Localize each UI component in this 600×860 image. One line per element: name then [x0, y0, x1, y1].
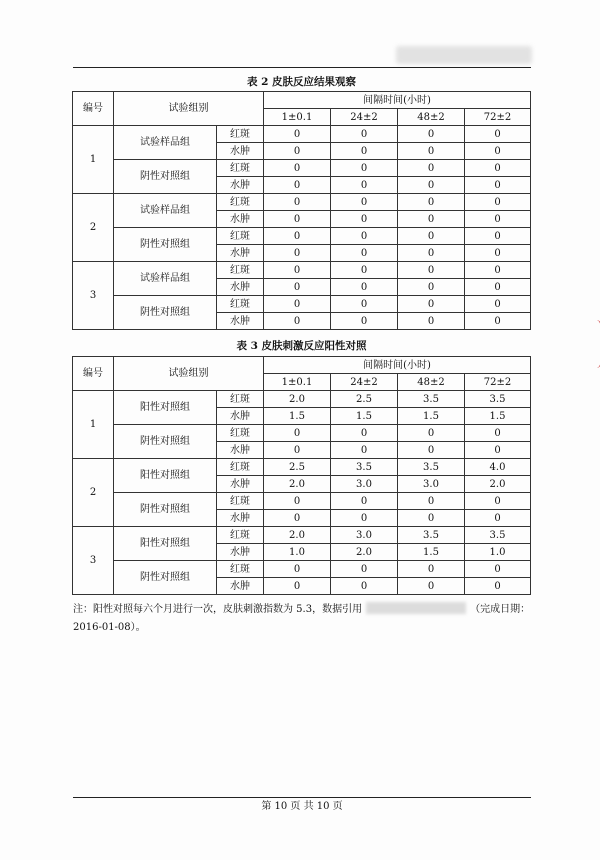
reaction-type: 水肿 [217, 408, 264, 425]
redacted-reference [366, 602, 466, 614]
score-cell: 0 [264, 143, 331, 160]
reaction-type: 红斑 [217, 391, 264, 408]
reaction-type: 水肿 [217, 177, 264, 194]
footer-rule [73, 797, 531, 798]
score-cell: 0 [331, 279, 398, 296]
header-interval: 间隔时间(小时) [264, 92, 531, 109]
score-cell: 2.5 [331, 391, 398, 408]
score-cell: 3.5 [398, 527, 465, 544]
header-time: 1±0.1 [264, 109, 331, 126]
score-cell: 0 [398, 510, 465, 527]
header-number: 编号 [73, 92, 114, 126]
header-group: 试验组别 [114, 357, 264, 391]
score-cell: 0 [398, 211, 465, 228]
subgroup-name: 阴性对照组 [114, 160, 217, 194]
page-number: 第 10 页 共 10 页 [261, 801, 343, 812]
score-cell: 0 [264, 510, 331, 527]
score-cell: 0 [264, 296, 331, 313]
score-cell: 0 [331, 561, 398, 578]
score-cell: 0 [398, 262, 465, 279]
reaction-type: 红斑 [217, 527, 264, 544]
subgroup-name: 试验样品组 [114, 262, 217, 296]
reaction-type: 红斑 [217, 296, 264, 313]
score-cell: 0 [331, 160, 398, 177]
table-row [73, 425, 531, 442]
score-cell: 1.0 [465, 544, 531, 561]
score-cell: 0 [398, 194, 465, 211]
score-cell: 0 [398, 425, 465, 442]
table-row [73, 493, 531, 510]
table-row [73, 459, 531, 476]
score-cell: 0 [465, 262, 531, 279]
score-cell: 0 [331, 245, 398, 262]
reaction-type: 红斑 [217, 228, 264, 245]
score-cell: 3.0 [331, 527, 398, 544]
score-cell: 0 [264, 442, 331, 459]
score-cell: 0 [331, 126, 398, 143]
reaction-type: 水肿 [217, 245, 264, 262]
group-number: 3 [73, 262, 114, 330]
red-binding-mark [589, 320, 600, 368]
reaction-type: 水肿 [217, 143, 264, 160]
score-cell: 0 [264, 177, 331, 194]
reaction-type: 红斑 [217, 126, 264, 143]
score-cell: 0 [398, 245, 465, 262]
score-cell: 0 [465, 510, 531, 527]
table-row [73, 126, 531, 143]
table-row [73, 391, 531, 408]
score-cell: 2.0 [331, 544, 398, 561]
subgroup-name: 阳性对照组 [114, 527, 217, 561]
score-cell: 0 [264, 228, 331, 245]
reaction-type: 水肿 [217, 578, 264, 595]
reaction-type: 水肿 [217, 279, 264, 296]
header-time: 48±2 [398, 109, 465, 126]
subgroup-name: 试验样品组 [114, 194, 217, 228]
score-cell: 0 [331, 578, 398, 595]
score-cell: 0 [465, 194, 531, 211]
score-cell: 0 [264, 194, 331, 211]
reaction-type: 红斑 [217, 561, 264, 578]
score-cell: 0 [398, 279, 465, 296]
score-cell: 0 [264, 279, 331, 296]
score-cell: 0 [465, 160, 531, 177]
group-number: 2 [73, 459, 114, 527]
table-row [73, 296, 531, 313]
score-cell: 4.0 [465, 459, 531, 476]
reaction-type: 红斑 [217, 459, 264, 476]
score-cell: 0 [398, 126, 465, 143]
score-cell: 0 [398, 143, 465, 160]
score-cell: 0 [331, 143, 398, 160]
score-cell: 0 [465, 126, 531, 143]
score-cell: 1.5 [331, 408, 398, 425]
score-cell: 0 [331, 296, 398, 313]
score-cell: 0 [331, 262, 398, 279]
score-cell: 0 [264, 126, 331, 143]
score-cell: 0 [264, 245, 331, 262]
reaction-type: 水肿 [217, 313, 264, 330]
score-cell: 0 [398, 160, 465, 177]
subgroup-name: 阴性对照组 [114, 425, 217, 459]
score-cell: 0 [331, 425, 398, 442]
footnote-text-1: 注：阳性对照每六个月进行一次，皮肤刺激指数为 5.3，数据引用 [73, 604, 363, 615]
subgroup-name: 阳性对照组 [114, 459, 217, 493]
table3-caption: 表 3 皮肤刺激反应阳性对照 [236, 340, 367, 352]
score-cell: 0 [465, 177, 531, 194]
table3-positive-control [72, 356, 531, 595]
score-cell: 0 [465, 228, 531, 245]
subgroup-name: 阴性对照组 [114, 228, 217, 262]
score-cell: 3.0 [398, 476, 465, 493]
table2-caption: 表 2 皮肤反应结果观察 [246, 76, 357, 88]
score-cell: 0 [398, 296, 465, 313]
subgroup-name: 阴性对照组 [114, 561, 217, 595]
table-row [73, 160, 531, 177]
reaction-type: 红斑 [217, 160, 264, 177]
header-rule [73, 67, 531, 68]
reaction-type: 水肿 [217, 510, 264, 527]
header-time: 24±2 [331, 374, 398, 391]
footnote [73, 601, 533, 637]
score-cell: 0 [465, 245, 531, 262]
table-row [73, 194, 531, 211]
header-group: 试验组别 [114, 92, 264, 126]
score-cell: 0 [398, 177, 465, 194]
score-cell: 0 [331, 493, 398, 510]
subgroup-name: 阴性对照组 [114, 493, 217, 527]
score-cell: 1.0 [264, 544, 331, 561]
score-cell: 2.0 [264, 527, 331, 544]
score-cell: 0 [465, 442, 531, 459]
group-number: 2 [73, 194, 114, 262]
group-number: 1 [73, 126, 114, 194]
reaction-type: 水肿 [217, 544, 264, 561]
score-cell: 3.5 [465, 527, 531, 544]
score-cell: 0 [264, 160, 331, 177]
header-time: 1±0.1 [264, 374, 331, 391]
table-row [73, 228, 531, 245]
score-cell: 0 [264, 211, 331, 228]
redacted-header-stamp [396, 46, 532, 64]
reaction-type: 红斑 [217, 493, 264, 510]
score-cell: 0 [264, 493, 331, 510]
footnote-text-3: 2016-01-08）。 [73, 622, 146, 633]
score-cell: 0 [398, 493, 465, 510]
table-row [73, 561, 531, 578]
score-cell: 0 [264, 561, 331, 578]
score-cell: 0 [331, 313, 398, 330]
score-cell: 0 [331, 228, 398, 245]
score-cell: 3.5 [331, 459, 398, 476]
subgroup-name: 阴性对照组 [114, 296, 217, 330]
score-cell: 3.5 [398, 391, 465, 408]
score-cell: 0 [465, 578, 531, 595]
score-cell: 0 [465, 493, 531, 510]
score-cell: 3.5 [465, 391, 531, 408]
score-cell: 1.5 [398, 544, 465, 561]
score-cell: 0 [465, 561, 531, 578]
header-time: 48±2 [398, 374, 465, 391]
score-cell: 0 [264, 578, 331, 595]
score-cell: 0 [398, 313, 465, 330]
score-cell: 0 [465, 313, 531, 330]
score-cell: 2.0 [264, 391, 331, 408]
reaction-type: 红斑 [217, 194, 264, 211]
header-interval: 间隔时间(小时) [264, 357, 531, 374]
score-cell: 0 [398, 561, 465, 578]
score-cell: 1.5 [264, 408, 331, 425]
score-cell: 0 [465, 296, 531, 313]
score-cell: 0 [331, 442, 398, 459]
footnote-text-2: （完成日期： [470, 604, 531, 615]
score-cell: 0 [465, 279, 531, 296]
score-cell: 0 [331, 510, 398, 527]
score-cell: 0 [465, 211, 531, 228]
table-row [73, 262, 531, 279]
subgroup-name: 阳性对照组 [114, 391, 217, 425]
group-number: 3 [73, 527, 114, 595]
score-cell: 0 [264, 425, 331, 442]
score-cell: 2.0 [264, 476, 331, 493]
header-time: 72±2 [465, 374, 531, 391]
score-cell: 0 [331, 211, 398, 228]
score-cell: 3.0 [331, 476, 398, 493]
reaction-type: 水肿 [217, 211, 264, 228]
group-number: 1 [73, 391, 114, 459]
score-cell: 2.0 [465, 476, 531, 493]
score-cell: 1.5 [465, 408, 531, 425]
table2-skin-reaction [72, 91, 531, 330]
score-cell: 0 [264, 262, 331, 279]
header-row [73, 357, 531, 374]
header-time: 24±2 [331, 109, 398, 126]
reaction-type: 红斑 [217, 425, 264, 442]
score-cell: 0 [465, 425, 531, 442]
score-cell: 0 [331, 194, 398, 211]
score-cell: 0 [465, 143, 531, 160]
score-cell: 0 [264, 313, 331, 330]
subgroup-name: 试验样品组 [114, 126, 217, 160]
reaction-type: 水肿 [217, 442, 264, 459]
header-time: 72±2 [465, 109, 531, 126]
score-cell: 0 [331, 177, 398, 194]
score-cell: 1.5 [398, 408, 465, 425]
score-cell: 0 [398, 228, 465, 245]
reaction-type: 水肿 [217, 476, 264, 493]
header-row [73, 92, 531, 109]
score-cell: 0 [398, 442, 465, 459]
score-cell: 2.5 [264, 459, 331, 476]
score-cell: 3.5 [398, 459, 465, 476]
reaction-type: 红斑 [217, 262, 264, 279]
table-row [73, 527, 531, 544]
score-cell: 0 [398, 578, 465, 595]
header-number: 编号 [73, 357, 114, 391]
